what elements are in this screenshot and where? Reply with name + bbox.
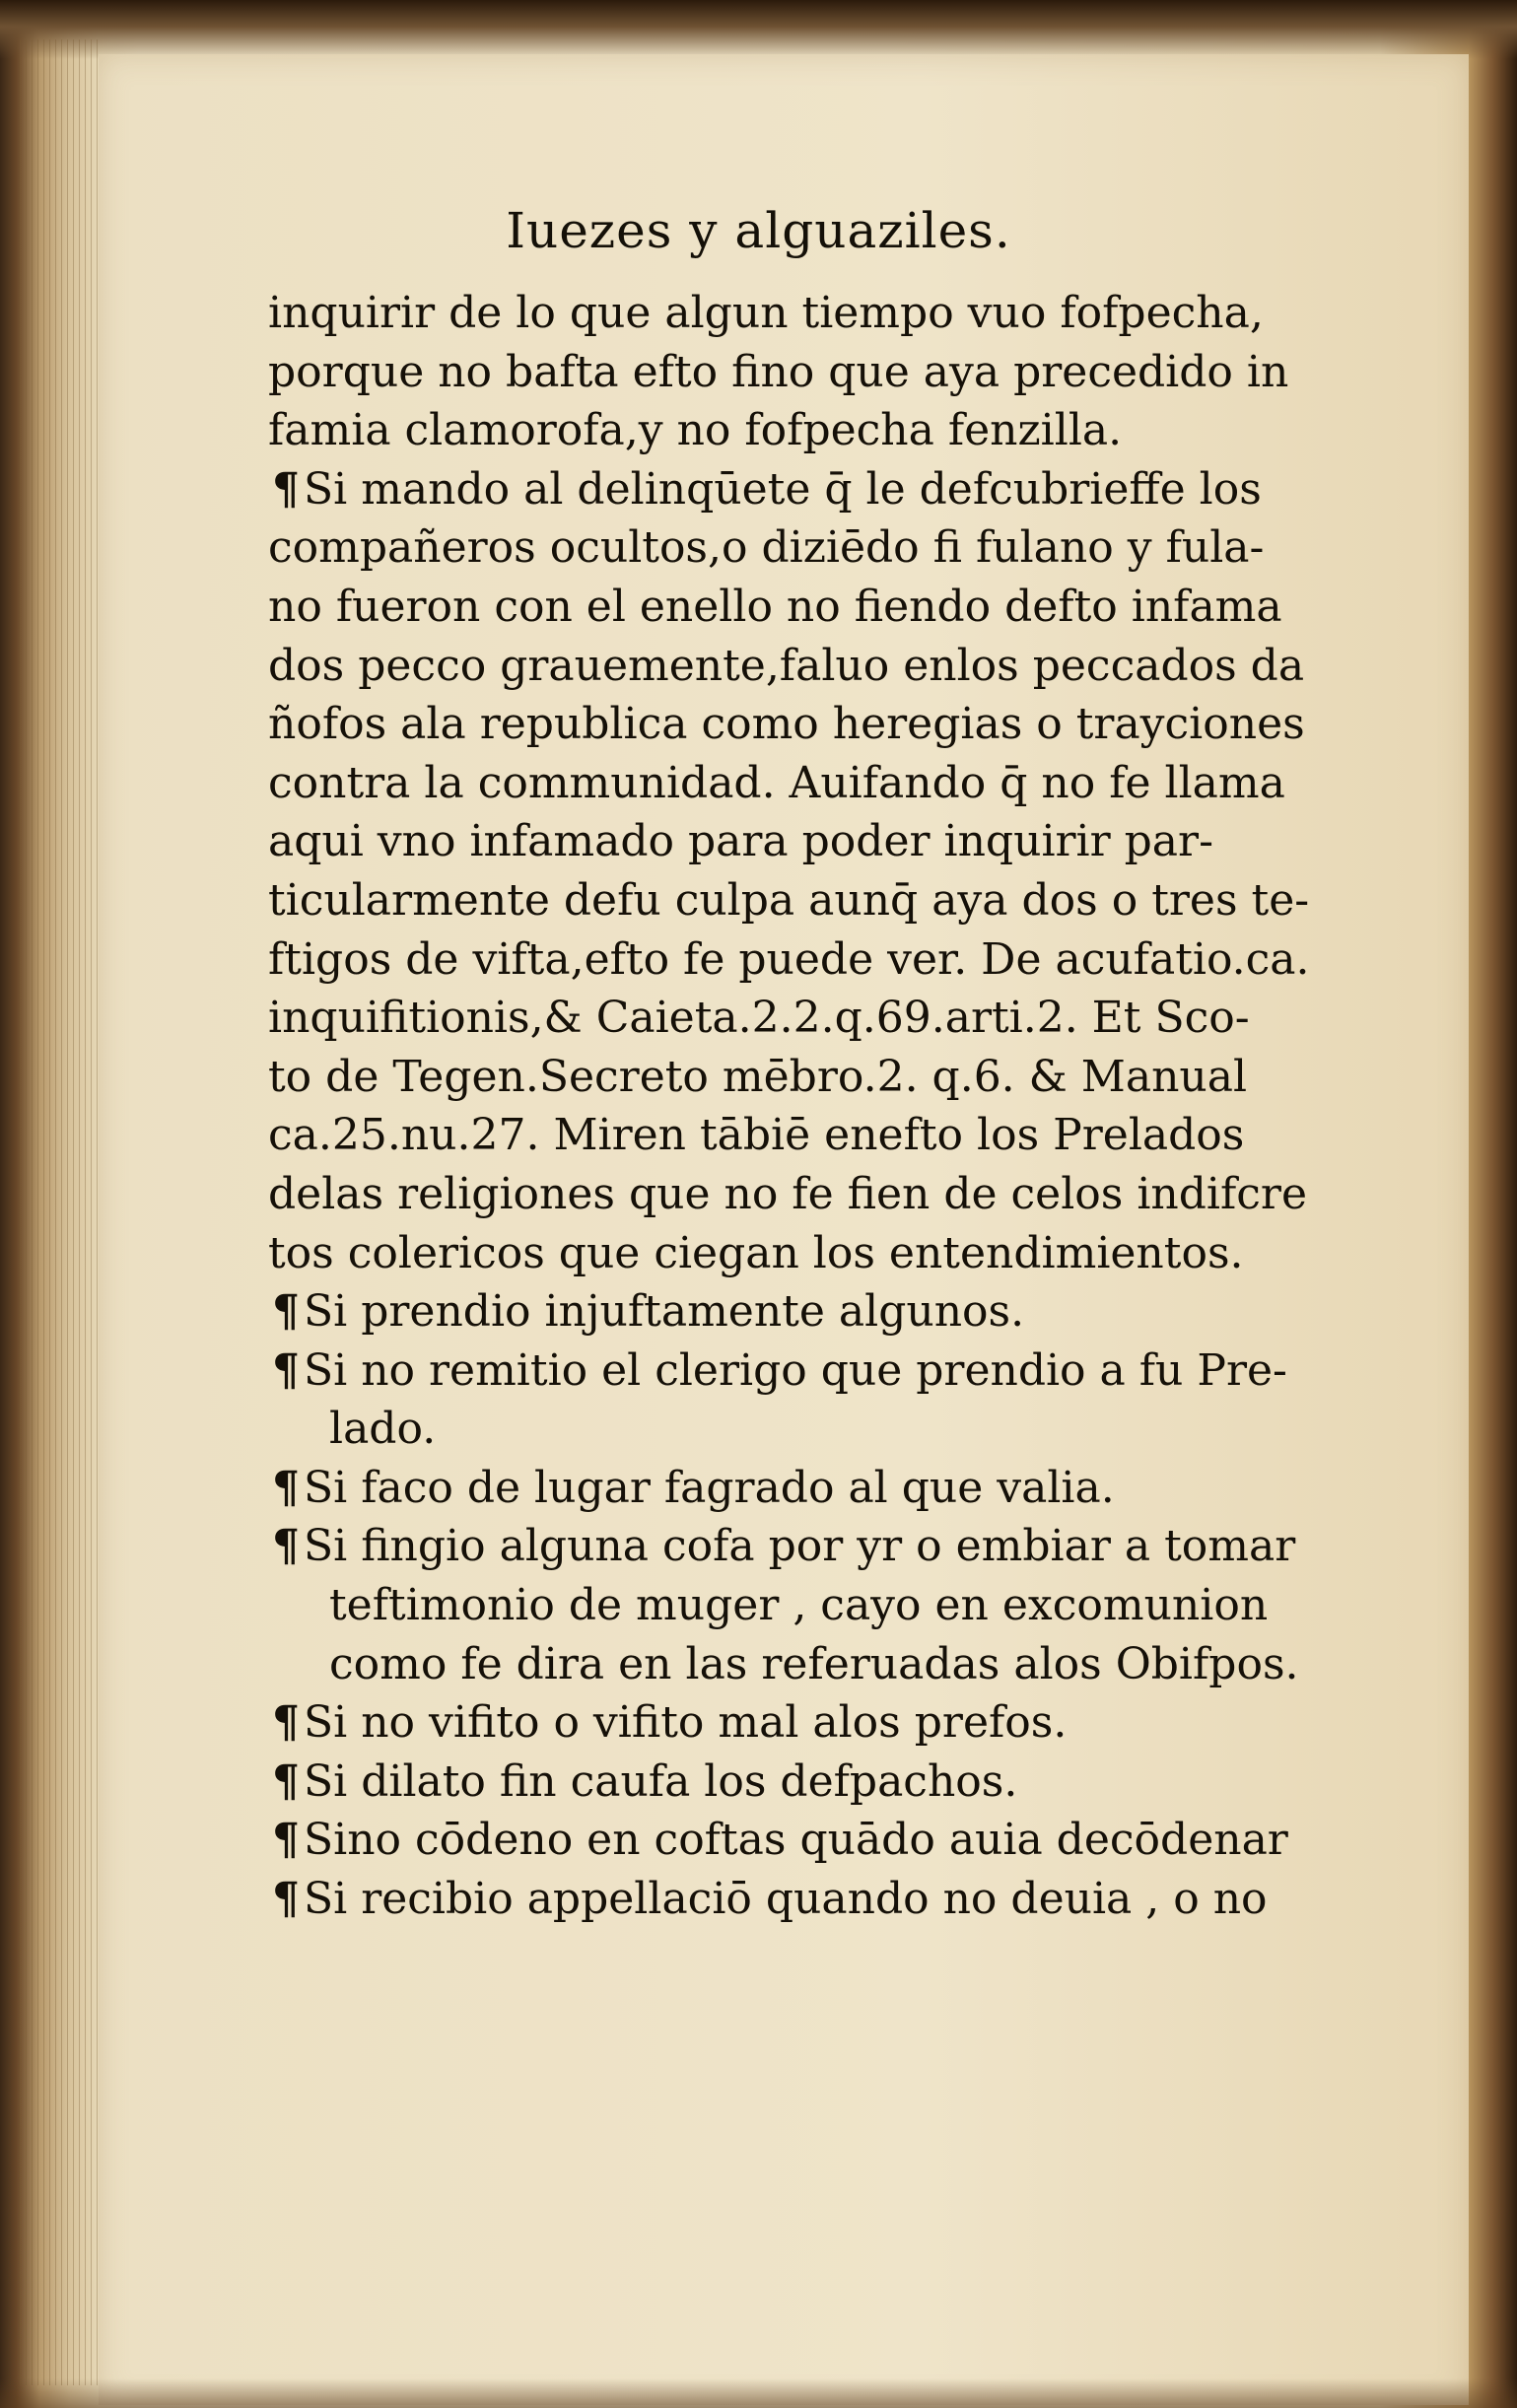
text-line-content: compañeros ocultos,o diziēdo fi fulano y fula- xyxy=(268,522,1265,574)
text-line xyxy=(268,1165,1402,1224)
text-line-content: ftigos de vifta,efto fe puede ver. De acufatio.ca. xyxy=(268,933,1310,985)
text-line-content: teftimonio de muger , cayo en excomunion xyxy=(329,1580,1269,1631)
text-line-content: Si faco de lugar fagrado al que valia. xyxy=(304,1462,1115,1513)
text-line xyxy=(268,930,1402,990)
text-line xyxy=(268,1753,1402,1812)
text-line-content: Si prendio injuftamente algunos. xyxy=(304,1286,1025,1338)
text-line-content: Sino cōdeno en coftas quādo auia decōdenar xyxy=(304,1815,1288,1866)
text-line xyxy=(268,695,1402,754)
text-line-content: delas religiones que no fe fien de celos indifcre xyxy=(268,1168,1307,1219)
text-line xyxy=(268,1811,1402,1870)
text-line-content: Si no remitio el clerigo que prendio a fu Pre- xyxy=(304,1344,1287,1396)
book-top-edge xyxy=(0,0,1517,59)
text-line xyxy=(268,1400,1402,1459)
text-line xyxy=(268,1693,1402,1753)
paragraph-mark-icon: ¶ xyxy=(272,1755,300,1807)
text-line xyxy=(268,284,1402,343)
text-line xyxy=(268,343,1402,402)
text-line xyxy=(268,1459,1402,1518)
paragraph-mark-icon: ¶ xyxy=(272,1462,300,1513)
text-line-content: contra la communidad. Auifando q̄ no fe llama xyxy=(268,757,1285,808)
text-line-content: Si mando al delinqūete q̄ le defcubrieffe los xyxy=(304,463,1262,515)
text-line xyxy=(268,871,1402,930)
text-line-content: lado. xyxy=(329,1404,437,1455)
text-line xyxy=(268,1282,1402,1342)
paragraph-mark-icon: ¶ xyxy=(272,1815,300,1866)
text-line-content: inquirir de lo que algun tiempo vuo fofpecha, xyxy=(268,288,1264,338)
text-line-content: como fe dira en las referuadas alos Obifpos. xyxy=(329,1638,1299,1689)
text-line xyxy=(268,754,1402,813)
text-line-content: famia clamorofa,y no fofpecha fenzilla. xyxy=(268,405,1123,456)
paragraph-mark-icon: ¶ xyxy=(272,463,300,515)
page-edge-stack xyxy=(20,39,99,2385)
text-line-content: ñofos ala republica como heregias o trayciones xyxy=(268,699,1305,750)
text-line-content: ca.25.nu.27. Miren tābiē enefto los Prelados xyxy=(268,1110,1245,1161)
text-line-content: dos pecco grauemente,faluo enlos peccados da xyxy=(268,640,1305,691)
text-line-content: porque no bafta efto fino que aya precedido in xyxy=(268,346,1289,397)
text-line xyxy=(268,401,1402,460)
running-head: Iuezes y alguaziles. xyxy=(506,202,1011,259)
text-line-content: inquifitionis,& Caieta.2.2.q.69.arti.2. Et Sco- xyxy=(268,993,1250,1044)
text-line-content: to de Tegen.Secreto mēbro.2. q.6. & Manual xyxy=(268,1051,1248,1102)
paragraph-mark-icon: ¶ xyxy=(272,1344,300,1396)
text-line xyxy=(268,1870,1402,1929)
text-line xyxy=(268,1635,1402,1694)
text-line-content: tos colericos que ciegan los entendimientos. xyxy=(268,1227,1244,1278)
paragraph-mark-icon: ¶ xyxy=(272,1874,300,1925)
text-line xyxy=(268,812,1402,871)
text-line xyxy=(268,518,1402,578)
text-line xyxy=(268,637,1402,696)
book-bottom-edge xyxy=(0,2378,1517,2408)
text-line xyxy=(268,1576,1402,1635)
text-line-content: Si recibio appellaciō quando no deuia , o no xyxy=(304,1874,1268,1925)
text-line xyxy=(268,578,1402,637)
body-text xyxy=(268,284,1402,1929)
paragraph-mark-icon: ¶ xyxy=(272,1697,300,1749)
text-line xyxy=(268,989,1402,1048)
text-line xyxy=(268,1342,1402,1401)
text-line-content: ticularmente defu culpa aunq̄ aya dos o tres te- xyxy=(268,874,1310,926)
text-line xyxy=(268,1048,1402,1107)
text-line xyxy=(268,1106,1402,1165)
paragraph-mark-icon: ¶ xyxy=(272,1286,300,1338)
text-line xyxy=(268,460,1402,519)
text-line xyxy=(268,1224,1402,1283)
text-line-content: Si fingio alguna cofa por yr o embiar a tomar xyxy=(304,1521,1296,1572)
text-line-content: aqui vno infamado para poder inquirir par- xyxy=(268,816,1213,867)
text-line xyxy=(268,1517,1402,1576)
text-line-content: Si dilato fin caufa los defpachos. xyxy=(304,1755,1018,1807)
paragraph-mark-icon: ¶ xyxy=(272,1521,300,1572)
text-line-content: Si no vifito o vifito mal alos prefos. xyxy=(304,1697,1068,1749)
text-line-content: no fueron con el enello no fiendo defto infama xyxy=(268,581,1282,632)
